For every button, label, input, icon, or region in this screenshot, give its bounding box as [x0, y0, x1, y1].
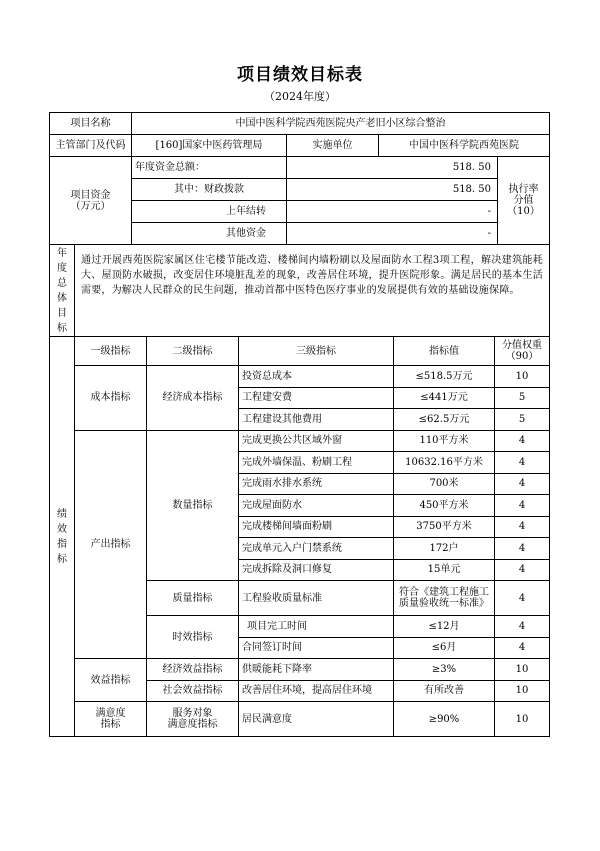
indicator-weight: 10 — [495, 366, 550, 388]
indicator-value: ≥3% — [394, 659, 495, 681]
indicator-weight: 4 — [495, 495, 550, 517]
indicator-weight: 10 — [495, 659, 550, 681]
fund-carryover-label: 上年结转 — [132, 201, 287, 223]
indicator-name: 完成雨水排水系统 — [239, 473, 394, 495]
output-indicator-label: 产出指标 — [75, 430, 147, 659]
fund-fiscal-label: 其中：财政拨款 — [132, 179, 287, 201]
indicator-name: 完成楼梯间墙面粉刷 — [239, 516, 394, 538]
indicator-value: ≤62.5万元 — [394, 409, 495, 431]
table-row — [50, 659, 550, 681]
fund-other-label: 其他资金 — [132, 223, 287, 245]
indicator-value: 10632.16平方米 — [394, 452, 495, 474]
indicator-value: ≤441万元 — [394, 387, 495, 409]
funds-label-line1: 项目资金 — [70, 189, 111, 201]
value-header: 指标值 — [394, 337, 495, 366]
indicator-name: 工程建安费 — [239, 387, 394, 409]
indicator-value: 110平方米 — [394, 430, 495, 452]
indicator-weight: 5 — [495, 387, 550, 409]
execution-rate-line1: 执行率 — [508, 184, 539, 195]
service-label-line2: 满意度指标 — [167, 719, 218, 730]
indicator-value: 3750平方米 — [394, 516, 495, 538]
annual-goal-label — [50, 245, 75, 337]
page-title: 项目绩效目标表 — [237, 65, 363, 85]
table-row — [50, 366, 550, 388]
indicator-weight: 4 — [495, 473, 550, 495]
indicator-value: 有所改善 — [394, 680, 495, 702]
fund-fiscal-value: 518. 50 — [287, 179, 498, 201]
fund-total-label: 年度资金总额： — [132, 157, 287, 179]
indicator-weight: 10 — [495, 680, 550, 702]
indicator-header-row — [50, 337, 550, 366]
side-label-char: 标 — [57, 553, 67, 565]
indicator-weight: 4 — [495, 581, 550, 616]
indicator-value: 15单元 — [394, 559, 495, 581]
indicator-value: 172户 — [394, 538, 495, 560]
indicator-value: 450平方米 — [394, 495, 495, 517]
goal-label-char: 标 — [57, 322, 67, 334]
indicator-name: 完成屋面防水 — [239, 495, 394, 517]
fund-other-value: - — [287, 223, 498, 245]
indicator-value: 700米 — [394, 473, 495, 495]
satisfaction-indicator-label — [75, 702, 147, 737]
side-label-char: 效 — [57, 523, 67, 535]
indicator-value: ≤518.5万元 — [394, 366, 495, 388]
annual-goal-text: 通过开展西苑医院家属区住宅楼节能改造、楼梯间内墙粉刷以及屋面防水工程3项工程，解决建筑能耗大、屋顶防水破损，改变居住环境脏乱差的现象，改善居住环境，提升医院形象。满足居民的基本生活需要，为解决人民群众的民生问题，推动首都中医特色医疗事业的发展提供有效的基础设施保障。 — [75, 245, 550, 337]
indicator-name: 投资总成本 — [239, 366, 394, 388]
indicator-weight: 10 — [495, 702, 550, 737]
goal-label-char: 总 — [57, 277, 67, 289]
project-name-row — [50, 113, 550, 135]
performance-side-label — [50, 337, 75, 737]
indicator-weight: 4 — [495, 538, 550, 560]
goal-label-char: 度 — [57, 262, 67, 274]
quantity-indicator-label: 数量指标 — [147, 430, 239, 581]
performance-indicator-table — [49, 336, 550, 737]
level2-header: 二级指标 — [147, 337, 239, 366]
indicator-weight: 4 — [495, 430, 550, 452]
social-benefit-label: 社会效益指标 — [147, 680, 239, 702]
indicator-name: 居民满意度 — [239, 702, 394, 737]
annual-goal-row — [50, 245, 550, 337]
indicator-value — [394, 581, 495, 616]
execution-rate-cell — [498, 157, 550, 245]
department-row — [50, 135, 550, 157]
weight-header-line1: 分值权重 — [502, 340, 542, 351]
quality-indicator-label: 质量指标 — [147, 581, 239, 616]
indicator-name: 完成拆除及洞口修复 — [239, 559, 394, 581]
side-label-char: 绩 — [57, 508, 67, 520]
funds-label-line2: （万元） — [70, 200, 111, 212]
project-name-value: 中国中医科学院西苑医院央产老旧小区综合整治 — [132, 113, 550, 135]
indicator-name: 改善居住环境，提高居住环境 — [239, 680, 394, 702]
economic-cost-label: 经济成本指标 — [147, 366, 239, 431]
quality-value-line2: 质量验收统一标准》 — [399, 598, 489, 609]
service-satisfaction-label — [147, 702, 239, 737]
fund-row-total — [50, 157, 550, 179]
economic-benefit-label: 经济效益指标 — [147, 659, 239, 681]
benefit-indicator-label: 效益指标 — [75, 659, 147, 702]
level3-header: 三级指标 — [239, 337, 394, 366]
project-name-label: 项目名称 — [50, 113, 132, 135]
weight-header — [495, 337, 550, 366]
execution-rate-line2: 分值（10） — [507, 195, 540, 217]
indicator-value: ≤6月 — [394, 637, 495, 659]
fund-total-value: 518. 50 — [287, 157, 498, 179]
indicator-name: 项目完工时间 — [239, 616, 394, 638]
indicator-name: 工程验收质量标准 — [239, 581, 394, 616]
weight-header-line2: （90） — [505, 351, 539, 362]
indicator-weight: 5 — [495, 409, 550, 431]
indicator-weight: 4 — [495, 559, 550, 581]
service-label-line1: 服务对象 — [172, 708, 213, 719]
cost-indicator-label: 成本指标 — [75, 366, 147, 431]
indicator-name: 工程建设其他费用 — [239, 409, 394, 431]
indicator-name: 完成单元入户门禁系统 — [239, 538, 394, 560]
table-row — [50, 702, 550, 737]
indicator-name: 完成更换公共区域外窗 — [239, 430, 394, 452]
funds-label — [50, 157, 132, 245]
satisfaction-label-line1: 满意度 — [95, 708, 126, 719]
implementing-unit-value: 中国中医科学院西苑医院 — [379, 135, 550, 157]
goal-label-char: 体 — [57, 292, 67, 304]
page-subtitle: （2024年度） — [264, 90, 336, 103]
indicator-name: 供暖能耗下降率 — [239, 659, 394, 681]
indicator-value: ≥90% — [394, 702, 495, 737]
indicator-weight: 4 — [495, 516, 550, 538]
department-value: [160]国家中医药管理局 — [132, 135, 287, 157]
table-row — [50, 430, 550, 452]
department-label: 主管部门及代码 — [50, 135, 132, 157]
goal-label-char: 年 — [57, 247, 67, 259]
side-label-char: 指 — [57, 538, 67, 550]
indicator-weight: 4 — [495, 452, 550, 474]
satisfaction-label-line2: 指标 — [100, 719, 121, 730]
quality-value-line1: 符合《建筑工程施工 — [399, 587, 489, 598]
indicator-weight: 4 — [495, 616, 550, 638]
level1-header: 一级指标 — [75, 337, 147, 366]
implementing-unit-label: 实施单位 — [287, 135, 379, 157]
goal-label-char: 目 — [57, 307, 67, 319]
timeliness-indicator-label: 时效指标 — [147, 616, 239, 659]
fund-carryover-value: - — [287, 201, 498, 223]
project-info-table — [49, 112, 550, 337]
indicator-value: ≤12月 — [394, 616, 495, 638]
indicator-name: 合同签订时间 — [239, 637, 394, 659]
indicator-weight: 4 — [495, 637, 550, 659]
indicator-name: 完成外墙保温、粉刷工程 — [239, 452, 394, 474]
